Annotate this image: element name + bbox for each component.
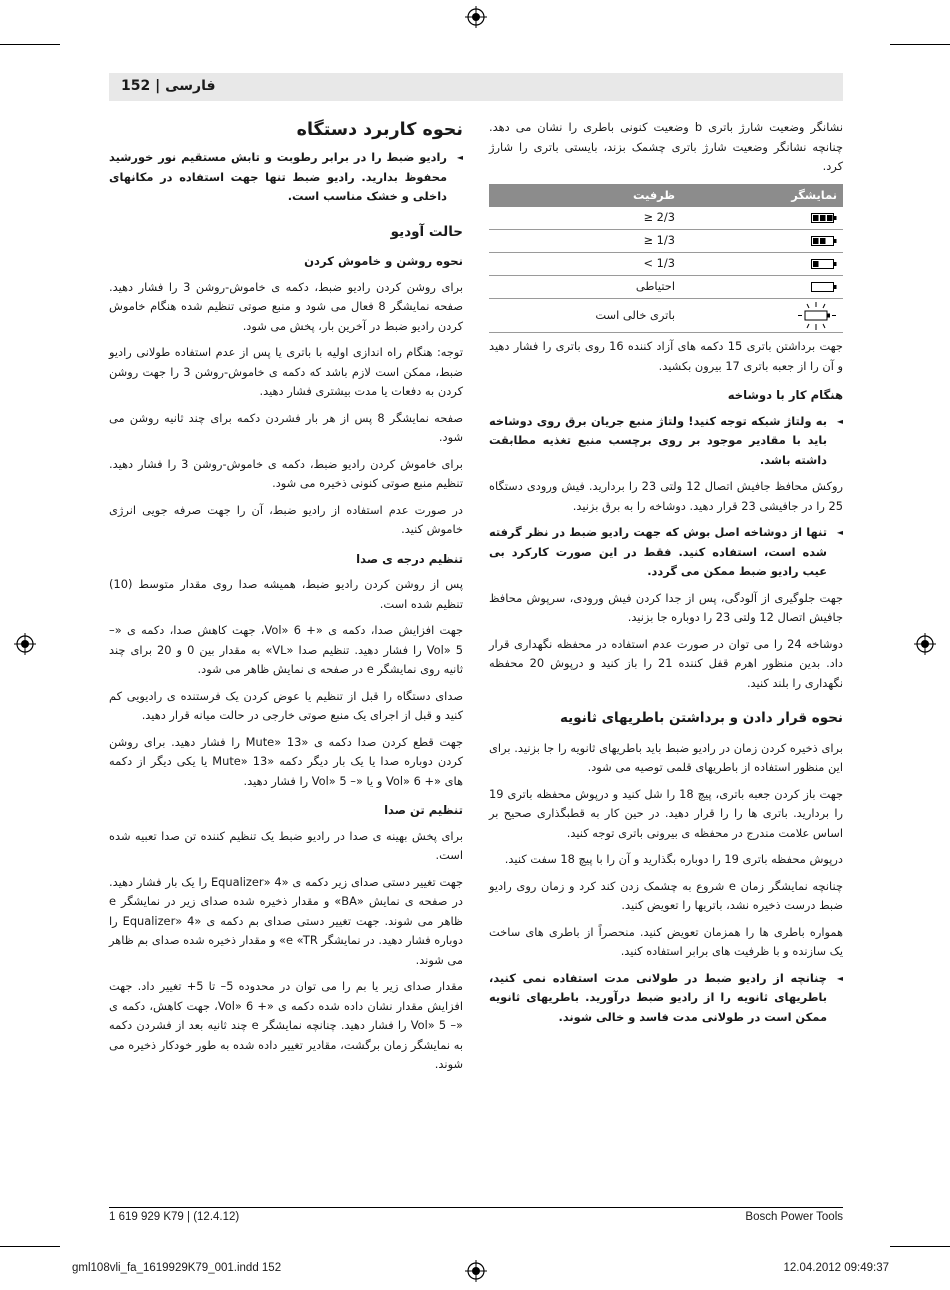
audio-mode-heading: حالت آودیو bbox=[390, 223, 463, 240]
open-compartment-text: جهت باز کردن جعبه باتری، پیچ 18 را شل کنید و درپوش محفظه باتری 19 را بردارید. باتری ها را را قرار دهید. در حین کار به قطبگذاری صحیح بر اساس علامت مندرج در محفظه ی بیرونی باتری توجه کنید. bbox=[489, 786, 843, 840]
tone-heading: تنظیم تن صدا bbox=[384, 803, 463, 817]
slug-timestamp: 12.04.2012 09:49:37 bbox=[783, 1262, 889, 1274]
table-row bbox=[489, 276, 843, 299]
table-row bbox=[489, 299, 843, 333]
display-blinks-text: چنانچه نمایشگر زمان e شروع به چشمک زدن کند کرد و زمان روی رادیو ضبط درست ذخیره نشد، باتریها را تعویض کنید. bbox=[489, 878, 843, 912]
close-compartment-text: درپوش محفظه باتری 19 را دوباره بگذارید و آن را با پیچ 18 سفت کنید. bbox=[504, 852, 843, 866]
switch-on-text: برای روشن کردن رادیو ضبط، دکمه ی خاموش-روشن 3 را فشار دهید. صفحه نمایشگر 8 فعال می شود و منبع صوتی تنظیم شده هنگام خاموش کردن رادیو ضبط در آخرین بار، پخش می شود. bbox=[109, 279, 463, 333]
storage-plug-text: دوشاخه 24 را می توان در صورت عدم استفاده در محفظه نگهداری قرار داد. بدین منظور اهرم قفل کننده 21 را باز کنید و درپوش 20 محفظه نگهداری را بلند کنید. bbox=[489, 636, 843, 690]
volume-heading: تنظیم درجه ی صدا bbox=[356, 551, 463, 566]
crop-mark bbox=[0, 1246, 60, 1247]
registration-mark-icon bbox=[465, 1260, 487, 1282]
table-cell-capacity: ≥ 1/3 bbox=[489, 230, 681, 253]
switch-off-text: برای خاموش کردن رادیو ضبط، دکمه ی خاموش-روشن 3 را فشار دهید. تنظیم منبع صوتی کنونی ذخیره می شود. bbox=[109, 456, 463, 490]
right-column bbox=[489, 118, 843, 1034]
mute-text: جهت قطع کردن صدا دکمه ی «Mute» 13 را فشار دهید. برای روشن کردن دوباره صدا یا یک بار دیگر دکمه «Mute» 13 یا یکی دیگر از دکمه های «+ Vol» 6 و یا «– Vol» 5 را فشار دهید. bbox=[109, 734, 463, 788]
crop-mark bbox=[890, 1246, 950, 1247]
crop-mark bbox=[0, 44, 60, 45]
footer-brand: Bosch Power Tools bbox=[745, 1211, 843, 1223]
table-row bbox=[489, 230, 843, 253]
tone-intro-text: برای پخش بهینه ی صدا در رادیو ضبط یک تنظیم کننده تن صدا تعبیه شده است. bbox=[109, 828, 463, 862]
battery-two-thirds-icon bbox=[811, 236, 837, 246]
replace-all-text: همواره باطری ها را همزمان تعویض کنید. منحصراً از باطری های ساخت یک سازنده و با ظرفیت های برابر استفاده کنید. bbox=[489, 924, 843, 958]
table-cell-capacity: باتری خالی است bbox=[489, 299, 681, 333]
table-header-capacity: ظرفیت bbox=[489, 184, 681, 208]
battery-flashing-icon bbox=[797, 301, 837, 331]
footer-rule bbox=[109, 1207, 843, 1208]
table-cell-indicator bbox=[681, 207, 843, 230]
left-column bbox=[109, 118, 463, 1082]
table-cell-indicator bbox=[681, 230, 843, 253]
crop-mark bbox=[890, 44, 950, 45]
volume-default-text: پس از روشن کردن رادیو ضبط، همیشه صدا روی مقدار متوسط (10) تنظیم شده است. bbox=[109, 577, 463, 611]
moisture-warning: ◄ رادیو ضبط را در برابر رطوبت و تابش مستقیم نور خورشید محفوظ بدارید. رادیو ضبط تنها جهت استفاده در مکانهای داخلی و خشک مناسب است. bbox=[109, 148, 463, 207]
table-header-indicator: نمایشگر bbox=[681, 184, 843, 208]
registration-mark-icon bbox=[914, 633, 936, 655]
tone-range-text: مقدار صدای زیر یا بم را می توان در محدوده 5– تا 5+ تغییر داد. جهت افزایش مقدار نشان داده شده دکمه ی «+ Vol» 6، جهت کاهش، دکمه ی «– Vol» 5 را فشار دهید. چنانچه نمایشگر e چند ثانیه بعد از فشردن دکمه به نمایشگر زمان برگشت، مقادیر تغییر داده شده به طور خودکار ذخیره می شوند. bbox=[109, 979, 464, 1071]
page-header bbox=[109, 73, 843, 101]
volume-per-source-text: صدای دستگاه را قبل از تنظیم یا عوض کردن یک فرستنده ی رادیویی کم کنید و قبل از اجرای یک منبع صوتی خارجی در حالت میانه قرار دهید. bbox=[109, 688, 463, 722]
table-cell-capacity: احتیاطی bbox=[489, 276, 681, 299]
table-cell-indicator bbox=[681, 253, 843, 276]
display-light-text: صفحه نمایشگر 8 پس از هر بار فشردن دکمه برای چند ثانیه روشن می شود. bbox=[109, 410, 463, 444]
dirt-protection-text: جهت جلوگیری از آلودگی، پس از جدا کردن فیش ورودی، سرپوش محافظ جافیش اتصال 12 ولتی 23 را دوباره جا بزنید. bbox=[489, 590, 843, 624]
note-text: توجه: هنگام راه اندازی اولیه با باتری یا پس از عدم استفاده طولانی رادیو ضبط، ممکن است لازم باشد که دکمه ی خاموش-روشن 3 را جهت روشن کردن به دفعات یا مدت بیشتری فشار دهید. bbox=[109, 345, 463, 398]
battery-full-icon bbox=[811, 213, 837, 223]
slug-filename: gml108vli_fa_1619929K79_001.indd 152 bbox=[72, 1262, 282, 1274]
battery-empty-icon bbox=[811, 282, 837, 292]
table-cell-indicator bbox=[681, 299, 843, 333]
footer-doc-number: 1 619 929 K79 | (12.4.12) bbox=[109, 1211, 240, 1223]
original-plug-warning: ◄ تنها از دوشاخه اصل بوش که جهت رادیو ضبط در نظر گرفته شده است، استفاده کنید. فقط در این صورت کارکرد بی عیب رادیو ضبط ممکن می گردد. bbox=[489, 523, 843, 582]
long-unused-warning: ◄ چنانچه از رادیو ضبط در طولانی مدت استفاده نمی کنید، باطریهای ثانویه را از رادیو ضبط درآورید. باطریهای ثانویه ممکن است در طولانی مدت فاسد و خالی شوند. bbox=[489, 969, 843, 1028]
table-row bbox=[489, 253, 843, 276]
volume-adjust-text: جهت افزایش صدا، دکمه ی «+ Vol» 6، جهت کاهش صدا، دکمه ی «– Vol» 5 را فشار دهید. تنظیم صدا «VL» به مقدار بین 0 و 20 برای چند ثانیه روی نمایشگر e در صفحه ی نمایش ظاهر می شود. bbox=[109, 623, 463, 676]
energy-saving-text: در صورت عدم استفاده از رادیو ضبط، آن را جهت صرفه جویی انرژی خاموش کنید. bbox=[109, 502, 463, 536]
table-cell-capacity: < 1/3 bbox=[489, 253, 681, 276]
equalizer-text: جهت تغییر دستی صدای زیر دکمه ی «Equalizer» 4 را یک بار فشار دهید. در صفحه ی نمایش «BA» و مقدار ذخیره شده صدای زیر در نمایشگر e ظاهر می شوند. جهت تغییر دستی صدای بم دکمه ی «Equalizer» 4 را دوباره فشار دهید. در نمایشگر e «TR» و مقدار ذخیره شده صدای بم ظاهر می شوند. bbox=[109, 874, 463, 967]
remove-battery-text: جهت برداشتن باتری 15 دکمه های آزاد کننده 16 روی باتری را فشار دهید و آن را از جعبه باتری 17 بیرون بکشید. bbox=[489, 339, 843, 373]
plug-heading: هنگام کار با دوشاخه bbox=[727, 388, 843, 402]
section-title: نحوه کاربرد دستگاه bbox=[296, 120, 463, 140]
header-separator: | bbox=[150, 78, 166, 94]
table-row bbox=[489, 207, 843, 230]
battery-one-third-icon bbox=[811, 259, 837, 269]
page-number: 152 bbox=[121, 78, 151, 94]
plug-connect-text: روکش محافظ جافیش اتصال 12 ولتی 23 را بردارید. فیش ورودی دستگاه 25 را در جافیشی 23 قرار دهید. دوشاخه را به برق بزنید. bbox=[489, 479, 843, 513]
battery-status-table bbox=[489, 184, 843, 334]
header-text bbox=[121, 78, 216, 94]
registration-mark-icon bbox=[465, 6, 487, 28]
registration-mark-icon bbox=[14, 633, 36, 655]
backup-batteries-text: برای ذخیره کردن زمان در رادیو ضبط باید باطریهای ثانویه را جا بزنید. برای این منظور استفاده از باطریهای قلمی توصیه می شود. bbox=[489, 740, 843, 774]
battery-status-intro: نشانگر وضعیت شارژ باتری b وضعیت کنونی باطری را نشان می دهد. چنانچه نشانگر وضعیت شارژ باتری چشمک بزند، بایستی باتری را شارژ کرد. bbox=[489, 120, 843, 173]
table-cell-indicator bbox=[681, 276, 843, 299]
on-off-heading: نحوه روشن و خاموش کردن bbox=[304, 254, 463, 268]
secondary-batteries-heading: نحوه قرار دادن و برداشتن باطریهای ثانویه bbox=[559, 710, 843, 726]
header-language: فارسی bbox=[165, 78, 216, 94]
table-cell-capacity: ≥ 2/3 bbox=[489, 207, 681, 230]
voltage-warning: ◄ به ولتاژ شبکه توجه کنید! ولتاژ منبع جریان برق روی دوشاخه باید با مقادیر موجود بر روی برچسب منبع تغذیه مطابقت داشته باشد. bbox=[489, 412, 843, 471]
